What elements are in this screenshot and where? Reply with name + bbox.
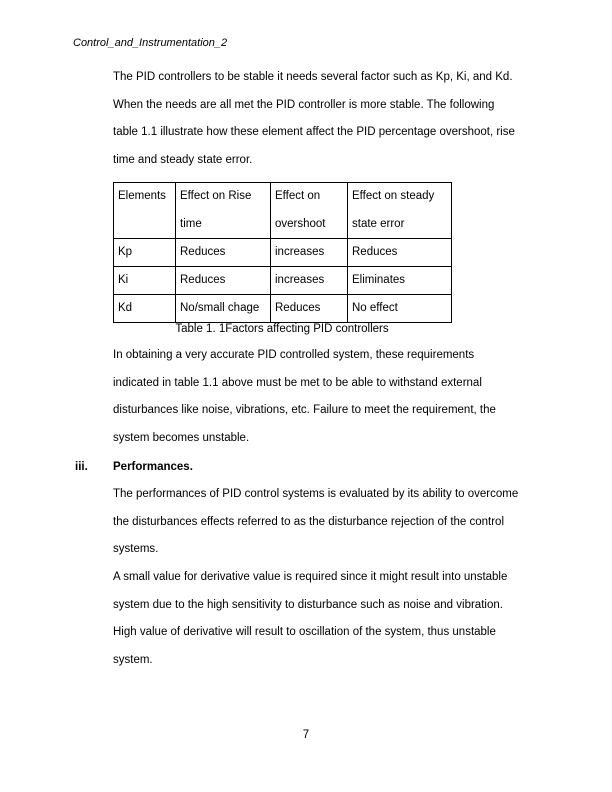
table-header-cell: Effect on steady state error [348,183,452,239]
table-cell: Reduces [176,239,271,267]
paragraph-line: the disturbances effects referred to as the disturbance rejection of the control [113,515,505,528]
paragraph-line: High value of derivative will result to oscillation of the system, thus unstable [113,626,496,639]
paragraph-line: In obtaining a very accurate PID controlled system, these requirements [113,349,475,361]
paragraph-line: A small value for derivative value is required since it might result into unstable [113,571,508,583]
table-row [114,295,452,323]
table-header-cell: Effect on overshoot [271,183,348,239]
intro-line: table 1.1 illustrate how these element affect the PID percentage overshoot, rise [113,126,515,139]
table-header-cell: Effect on Rise time [176,183,271,239]
factors-table [113,182,452,323]
paragraph-line: disturbances like noise, vibrations, etc. Failure to meet the requirement, the [113,404,496,417]
intro-paragraph [113,64,543,175]
table-caption: Table 1. 1Factors affecting PID controllers [175,323,389,335]
intro-line: The PID controllers to be stable it needs several factor such as Kp, Ki, and Kd. [113,71,513,83]
table-cell: No/small chage [176,295,271,323]
section-number: iii. [75,461,88,473]
table-cell: increases [271,239,348,267]
paragraph-line: system. [113,654,153,667]
table-cell: Ki [114,267,176,295]
paragraph-line: system due to the high sensitivity to disturbance such as noise and vibration. [113,598,503,611]
paragraph-line: indicated in table 1.1 above must be met to be able to withstand external [113,376,482,389]
table-cell: Reduces [348,239,452,267]
derivative-paragraph [113,564,543,675]
table-cell: Reduces [176,267,271,295]
table-cell: No effect [348,295,452,323]
table-header-cell: Elements [114,183,176,239]
table-cell: Kd [114,295,176,323]
table-cell: Reduces [271,295,348,323]
paragraph-line: The performances of PID control systems is evaluated by its ability to overcome [113,488,519,500]
performance-paragraph [113,481,543,564]
running-header: Control_and_Instrumentation_2 [73,37,228,49]
intro-line: When the needs are all met the PID controller is more stable. The following [113,98,495,111]
table-row [114,239,452,267]
intro-line: time and steady state error. [113,154,253,167]
paragraph-line: systems. [113,543,159,556]
section-heading: Performances. [113,461,193,473]
page-number: 7 [302,729,310,741]
table-header-row [114,183,452,239]
requirements-paragraph [113,342,543,453]
paragraph-line: system becomes unstable. [113,432,250,445]
table-cell: Kp [114,239,176,267]
table-cell: Eliminates [348,267,452,295]
table-row [114,267,452,295]
table-cell: increases [271,267,348,295]
